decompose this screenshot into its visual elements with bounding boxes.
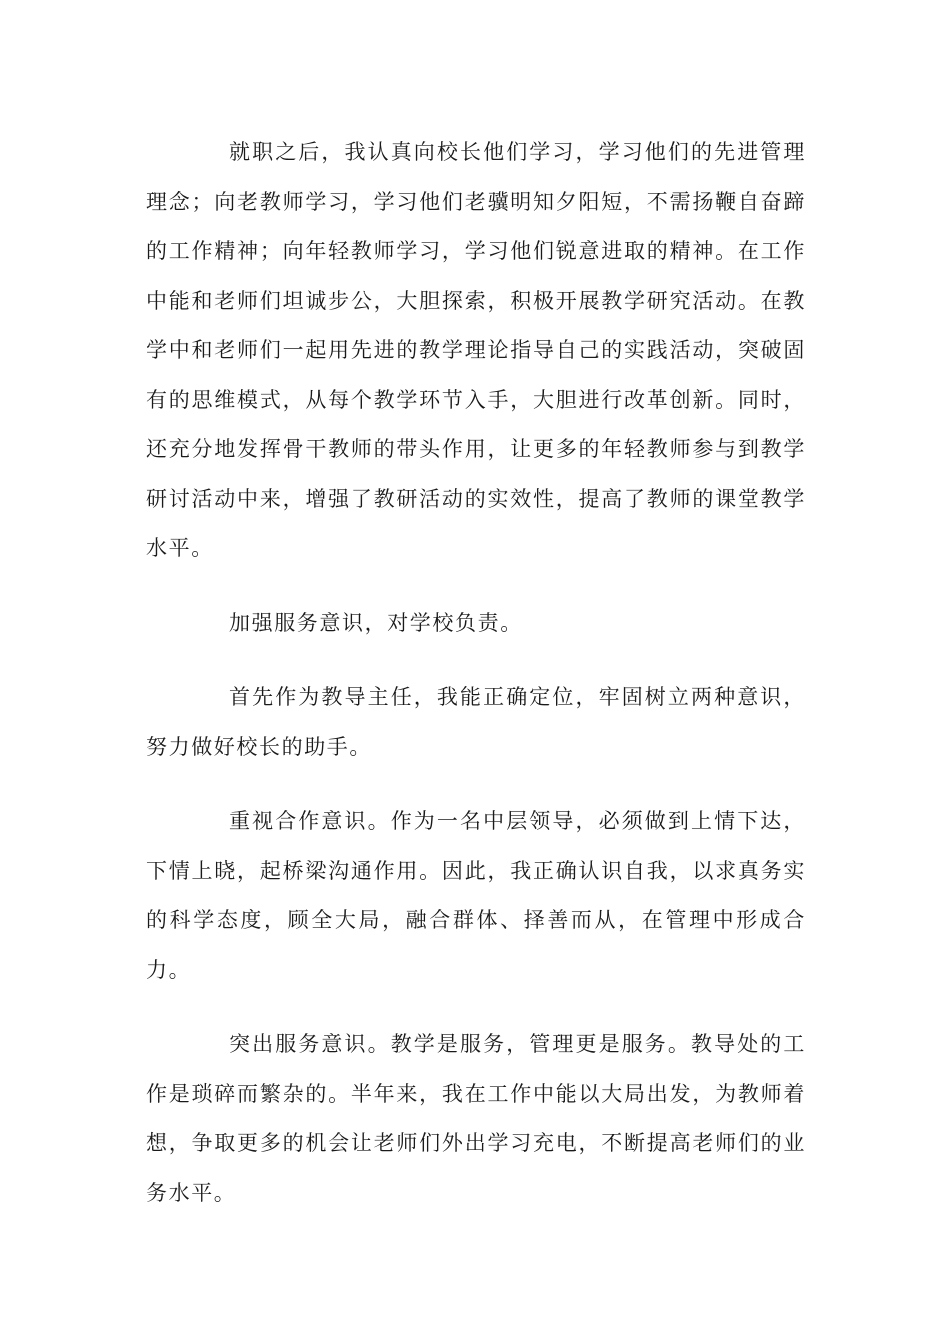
paragraph-2: 加强服务意识，对学校负责。: [229, 610, 523, 635]
paragraph-4: 重视合作意识。作为一名中层领导，必须做到上情下达，下情上晓，起桥梁沟通作用。因此，我正确认识自我，以求真务实的科学态度，顾全大局，融合群体、择善而从，在管理中形成合力。: [146, 809, 806, 982]
paragraph-3: 首先作为教导主任，我能正确定位，牢固树立两种意识，努力做好校长的助手。: [146, 685, 806, 759]
paragraph-1: 就职之后，我认真向校长他们学习，学习他们的先进管理理念；向老教师学习，学习他们老骥明知夕阳短，不需扬鞭自奋蹄的工作精神；向年轻教师学习，学习他们锐意进取的精神。在工作中能和老师们坦诚步公，大胆探索，积极开展教学研究活动。在教学中和老师们一起用先进的教学理论指导自己的实践活动，突破固有的思维模式，从每个教学环节入手，大胆进行改革创新。同时，还充分地发挥骨干教师的带头作用，让更多的年轻教师参与到教学研讨活动中来，增强了教研活动的实效性，提高了教师的课堂教学水平。: [146, 140, 806, 560]
paragraph-5: 突出服务意识。教学是服务，管理更是服务。教导处的工作是琐碎而繁杂的。半年来，我在工作中能以大局出发，为教师着想，争取更多的机会让老师们外出学习充电，不断提高老师们的业务水平。: [146, 1032, 806, 1205]
document-body: [146, 128, 806, 1218]
